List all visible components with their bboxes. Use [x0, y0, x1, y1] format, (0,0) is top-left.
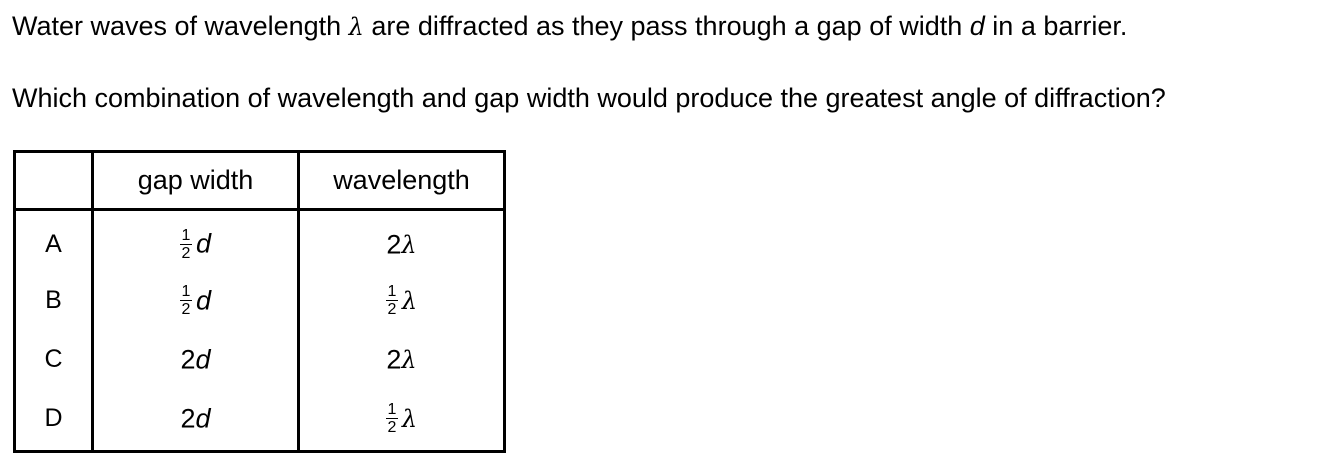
gap-width-cell [93, 389, 299, 452]
fraction [180, 228, 192, 261]
d-symbol: d [195, 344, 211, 375]
option-row-c [15, 330, 505, 389]
fraction-numerator: 1 [387, 283, 397, 301]
gap-width-cell [93, 330, 299, 389]
d-symbol: d [195, 403, 211, 434]
lambda-symbol: λ [401, 404, 418, 433]
lambda-symbol: λ [348, 13, 364, 41]
lambda-symbol: λ [401, 230, 417, 259]
d-symbol: d [969, 11, 985, 41]
fraction-numerator: 1 [387, 401, 397, 419]
lambda-symbol: λ [401, 286, 418, 315]
fraction [386, 402, 398, 435]
coefficient: 2 [386, 344, 402, 375]
q1-part3: in a barrier. [984, 11, 1128, 41]
q1-part2: are diffracted as they pass through a gap of width [363, 11, 970, 41]
header-wavelength: wavelength [299, 152, 505, 210]
gap-width-cell [93, 210, 299, 272]
option-row-b [15, 271, 505, 330]
option-letter: A [15, 210, 93, 272]
header-row [15, 152, 505, 210]
fraction [180, 284, 192, 317]
option-letter: D [15, 389, 93, 452]
coefficient: 2 [180, 344, 196, 375]
header-blank [15, 152, 93, 210]
option-row-d [15, 389, 505, 452]
fraction-denominator: 2 [181, 301, 191, 319]
fraction [386, 284, 398, 317]
fraction-numerator: 1 [181, 283, 191, 301]
options-table [13, 150, 506, 453]
d-symbol: d [195, 228, 212, 259]
option-row-a [15, 210, 505, 272]
fraction-denominator: 2 [387, 301, 397, 319]
fraction-numerator: 1 [181, 226, 191, 244]
q1-part1: Water waves of wavelength [12, 11, 349, 41]
question-line-2: Which combination of wavelength and gap width would produce the greatest angle of diffraction? [12, 83, 1166, 113]
d-symbol: d [195, 285, 212, 316]
fraction-denominator: 2 [387, 419, 397, 437]
question-line-1 [12, 10, 1127, 43]
gap-width-cell [93, 271, 299, 330]
wavelength-cell [299, 330, 505, 389]
lambda-symbol: λ [401, 346, 417, 375]
wavelength-cell [299, 389, 505, 452]
header-gap-width: gap width [93, 152, 299, 210]
fraction-denominator: 2 [181, 244, 191, 262]
option-letter: B [15, 271, 93, 330]
coefficient: 2 [180, 403, 196, 434]
coefficient: 2 [386, 229, 402, 260]
wavelength-cell [299, 210, 505, 272]
option-letter: C [15, 330, 93, 389]
wavelength-cell [299, 271, 505, 330]
